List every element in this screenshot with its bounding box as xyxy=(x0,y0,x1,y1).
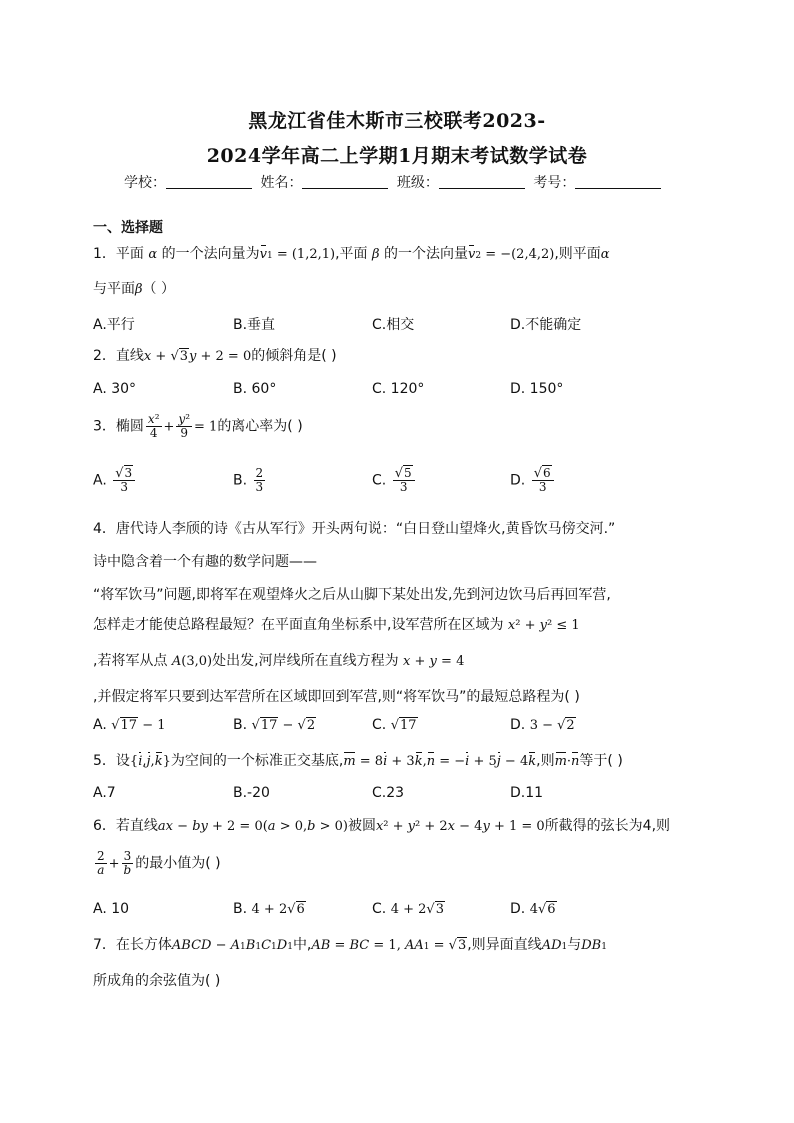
q3-option-a[interactable]: A. $\frac{√3}{3}$ xyxy=(93,467,137,494)
question-4-line3: “将军饮马”问题,即将军在观望烽火之后从山脚下某处出发,先到河边饮马后再回军营, xyxy=(93,587,611,603)
q4-option-b[interactable]: B. √17 − √2 xyxy=(233,717,316,733)
class-blank[interactable] xyxy=(439,174,525,189)
question-1-line2: 与平面β（ ） xyxy=(93,281,175,297)
section-heading: 一、选择题 xyxy=(93,220,163,236)
q2-option-a[interactable]: A. 30° xyxy=(93,381,137,397)
q2-option-d[interactable]: D. 150° xyxy=(510,381,564,397)
class-label: 班级： xyxy=(396,175,439,191)
question-2: 2．直线x + √3y + 2 = 0的倾斜角是( ) xyxy=(93,348,337,364)
q3-option-c[interactable]: C. $\frac{√5}{3}$ xyxy=(372,467,417,494)
question-4-line6: ,并假定将军只要到达军营所在区域即回到军营,则“将军饮马”的最短总路程为( ) xyxy=(93,689,580,705)
number-blank[interactable] xyxy=(575,174,661,189)
q1-option-c[interactable]: C.相交 xyxy=(372,317,415,333)
question-4-line1: 4．唐代诗人李颀的诗《古从军行》开头两句说：“白日登山望烽火,黄昏饮马傍交河.” xyxy=(93,521,616,537)
number-label: 考号： xyxy=(533,175,576,191)
q4-option-c[interactable]: C. √17 xyxy=(372,717,417,733)
q6-option-c[interactable]: C. 4 + 2√3 xyxy=(372,901,444,917)
q2-option-c[interactable]: C. 120° xyxy=(372,381,425,397)
q4-option-a[interactable]: A. √17 − 1 xyxy=(93,717,166,733)
q6-option-b[interactable]: B. 4 + 2√6 xyxy=(233,901,305,917)
q5-option-a[interactable]: A.7 xyxy=(93,785,116,801)
q3-option-b[interactable]: B. $\frac{2}{3}$ xyxy=(233,466,264,494)
q6-option-a[interactable]: A. 10 xyxy=(93,901,130,917)
q1-option-d[interactable]: D.不能确定 xyxy=(510,317,582,333)
question-6-line2: $\frac{2}{a}$ + $\frac{3}{b}$ 的最小值为( ) xyxy=(97,849,221,877)
name-blank[interactable] xyxy=(302,174,388,189)
q6-option-d[interactable]: D. 4√6 xyxy=(510,901,556,917)
question-6-line1: 6．若直线ax − by + 2 = 0(a > 0,b > 0)被圆x² + y² + 2x − 4y + 1 = 0所截得的弦长为4,则 xyxy=(93,818,671,834)
school-blank[interactable] xyxy=(166,174,252,189)
exam-title-line2: 2024学年高二上学期1月期末考试数学试卷 xyxy=(206,145,588,167)
question-5: 5．设{i,j,k}为空间的一个标准正交基底,m = 8i + 3k,n = −i + 5j − 4k,则m·n等于( ) xyxy=(93,753,623,769)
question-3: 3．椭圆 $\frac{\text{x²}}{4}$ + $\frac{\text{y²}}{9}$ = 1的离心率为( ) xyxy=(93,412,303,440)
question-1-line1: 1．平面 α 的一个法向量为v1 = (1,2,1),平面 β 的一个法向量v2 = −(2,4,2),则平面α xyxy=(93,246,610,262)
exam-title-line1: 黑龙江省佳木斯市三校联考2023- xyxy=(248,110,546,132)
q4-option-d[interactable]: D. 3 − √2 xyxy=(510,717,575,733)
question-7-line2: 所成角的余弦值为( ) xyxy=(93,973,221,989)
school-label: 学校： xyxy=(124,175,166,191)
question-4-line2: 诗中隐含着一个有趣的数学问题—— xyxy=(93,554,317,570)
question-7-line1: 7．在长方体ABCD − A1B1C1D1中,AB = BC = 1, AA1 = √3,则异面直线AD1与DB1 xyxy=(93,937,607,953)
name-label: 姓名： xyxy=(260,175,303,191)
q3-option-d[interactable]: D. $\frac{√6}{3}$ xyxy=(510,467,556,494)
q5-option-b[interactable]: B.-20 xyxy=(233,785,270,801)
q2-option-b[interactable]: B. 60° xyxy=(233,381,277,397)
question-4-line4: 怎样走才能使总路程最短？在平面直角坐标系中,设军营所在区域为 x² + y² ≤ 1 xyxy=(93,617,580,633)
q5-option-c[interactable]: C.23 xyxy=(372,785,405,801)
q1-option-b[interactable]: B.垂直 xyxy=(233,317,276,333)
question-4-line5: ,若将军从点 A(3,0)处出发,河岸线所在直线方程为 x + y = 4 xyxy=(93,653,465,669)
q1-option-a[interactable]: A.平行 xyxy=(93,317,135,333)
q5-option-d[interactable]: D.11 xyxy=(510,785,544,801)
student-info-row xyxy=(124,172,665,192)
